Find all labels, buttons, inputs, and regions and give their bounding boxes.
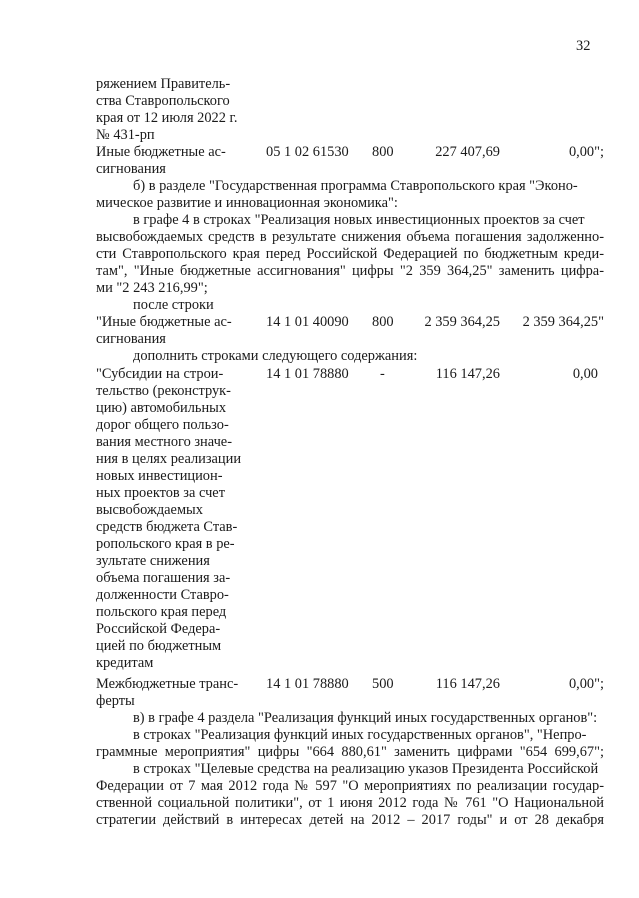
para-b-line: мическое развитие и инновационная экономика": [96, 195, 398, 211]
para-b-line: после строки [133, 297, 214, 313]
row1-name-line: Иные бюджетные ас- [96, 144, 226, 160]
row3-name-line: кредитам [96, 655, 154, 671]
top-line: ряжением Правитель- [96, 76, 231, 92]
para-b-line: ми "2 243 216,99"; [96, 280, 208, 296]
para-v-line: в строках "Целевые средства на реализацию указов Президента Российской [133, 761, 599, 777]
row3-name-line: цию) автомобильных [96, 400, 227, 416]
row4-sum1: 116 147,26 [435, 676, 500, 692]
row1-sum2: 0,00"; [568, 144, 604, 160]
para-v-line: в строках "Реализация функций иных государственных органов", "Непро- [133, 727, 587, 743]
row2-name-line: сигнования [96, 331, 166, 347]
row3-name-line: средств бюджета Став- [96, 519, 238, 535]
row3-name-line: дорог общего пользо- [96, 417, 229, 433]
top-line: края от 12 июля 2022 г. [96, 110, 238, 126]
top-line: ства Ставропольского [96, 93, 230, 109]
row3-name-line: ных проектов за счет [96, 485, 225, 501]
row3-name-line: Российской Федера- [96, 621, 221, 637]
row3-name-line: долженности Ставро- [96, 587, 229, 603]
row1-name-line: сигнования [96, 161, 166, 177]
row1-sum1: 227 407,69 [435, 144, 500, 160]
row3-name-line: зультате снижения [96, 553, 210, 569]
row3-name-line: цией по бюджетным [96, 638, 222, 654]
row4-vr: 500 [372, 676, 394, 692]
para-b-line: высвобождаемых средств в результате снижения объема погашения задолженно- [96, 229, 604, 245]
page-number: 32 [576, 38, 591, 54]
row3-name-line: тельство (реконструк- [96, 383, 231, 399]
row3-name-line: ния в целях реализации [96, 451, 242, 467]
row3-vr: - [380, 366, 385, 382]
row1-vr: 800 [372, 144, 394, 160]
para-v-line: в) в графе 4 раздела "Реализация функций иных государственных органов": [133, 710, 598, 726]
para-b-line: б) в разделе "Государственная программа Ставропольского края "Эконо- [133, 178, 578, 194]
para-b-line: там", "Иные бюджетные ассигнования" цифры "2 359 364,25" заменить цифра- [96, 263, 604, 279]
row2-code: 14 1 01 40090 [266, 314, 349, 330]
row3-name-line: новых инвестицион- [96, 468, 223, 484]
para-v-line: ственной социальной политики", от 1 июня 2012 года № 761 "О Национальной [96, 795, 604, 811]
top-line: № 431-рп [96, 127, 155, 143]
row3-name-line: высвобождаемых [96, 502, 203, 518]
row3-sum1: 116 147,26 [435, 366, 500, 382]
row3-name-line: объема погашения за- [96, 570, 231, 586]
row3-sum2: 0,00 [572, 366, 598, 382]
row4-sum2: 0,00"; [568, 676, 604, 692]
row4-name-line: Межбюджетные транс- [96, 676, 239, 692]
add-rows-text: дополнить строками следующего содержания: [133, 348, 418, 364]
row2-sum1: 2 359 364,25 [424, 314, 500, 330]
row3-name-line: "Субсидии на строи- [96, 366, 224, 382]
row2-sum2: 2 359 364,25" [522, 314, 604, 330]
para-v-line: граммные мероприятия" цифры "664 880,61" заменить цифрами "654 699,67"; [96, 744, 604, 760]
para-v-line: стратегии действий в интересах детей на 2012 – 2017 годы" и от 28 декабря [96, 812, 604, 828]
row3-name-line: польского края перед [96, 604, 227, 620]
para-v-line: Федерации от 7 мая 2012 года № 597 "О мероприятиях по реализации государ- [96, 778, 604, 794]
para-b-line: в графе 4 в строках "Реализация новых инвестиционных проектов за счет [133, 212, 585, 228]
row2-vr: 800 [372, 314, 394, 330]
row3-code: 14 1 01 78880 [266, 366, 349, 382]
para-b-line: сти Ставропольского края перед Российской Федерацией по бюджетным креди- [96, 246, 604, 262]
row3-name-line: вания местного значе- [96, 434, 232, 450]
row1-code: 05 1 02 61530 [266, 144, 349, 160]
row2-name-line: "Иные бюджетные ас- [96, 314, 232, 330]
row3-name-line: ропольского края в ре- [96, 536, 235, 552]
row4-code: 14 1 01 78880 [266, 676, 349, 692]
row4-name-line: ферты [96, 693, 135, 709]
